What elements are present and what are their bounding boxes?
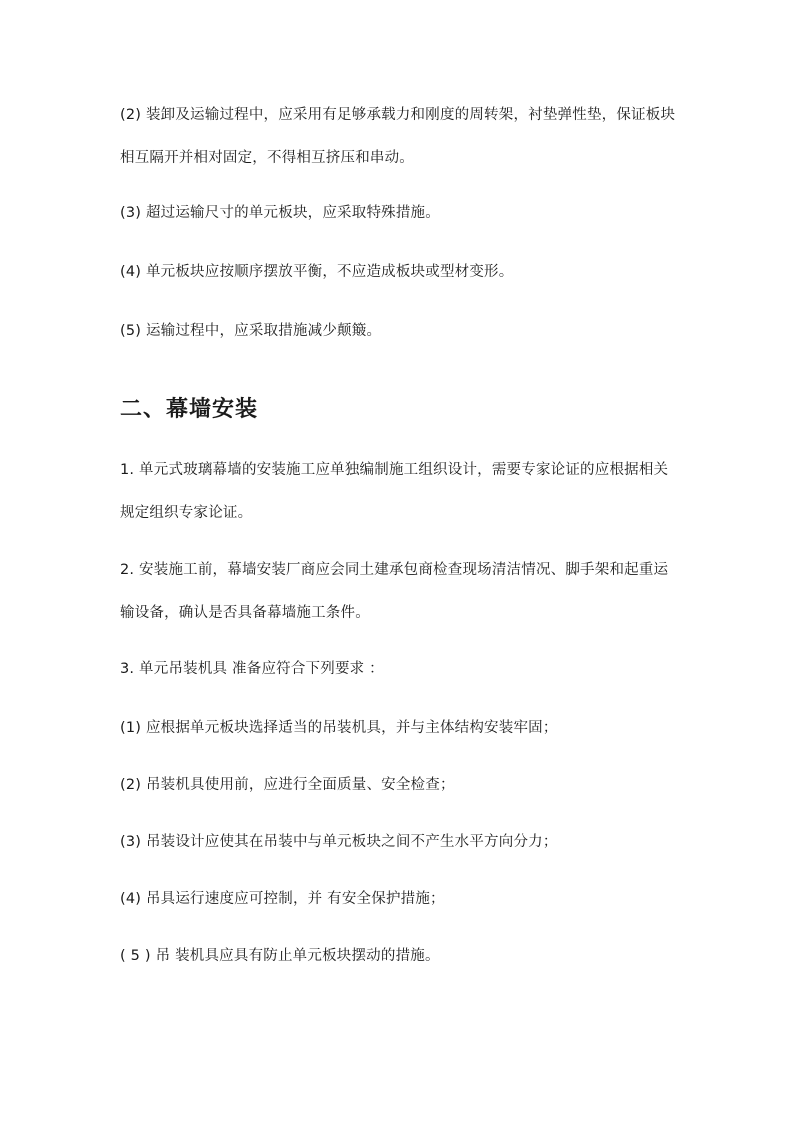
section-heading: 二、幕墙安装 [120,397,259,422]
install-item-1: 1. 单元式玻璃幕墙的安装施工应单独编制施工组织设计，需要专家论证的应根据相关规定组织专家论证。 [120,462,669,521]
transport-item-2: (2) 装卸及运输过程中，应采用有足够承载力和刚度的周转架，衬垫弹性垫，保证板块相互隔开并相对固定，不得相互挤压和串动。 [120,107,676,166]
transport-item-4: (4) 单元板块应按顺序摆放平衡，不应造成板块或型材变形。 [120,264,514,280]
lifting-item-5: ( 5 ) 吊 装机具应具有防止单元板块摆动的措施。 [120,948,440,964]
transport-item-5: (5) 运输过程中，应采取措施减少颠簸。 [120,323,382,339]
lifting-item-1: (1) 应根据单元板块选择适当的吊装机具，并与主体结构安装牢固； [120,720,558,736]
lifting-item-3: (3) 吊装设计应使其在吊装中与单元板块之间不产生水平方向分力； [120,834,558,850]
install-item-2: 2. 安装施工前，幕墙安装厂商应会同土建承包商检查现场清洁情况、脚手架和起重运输设备，确认是否具备幕墙施工条件。 [120,562,669,621]
transport-item-3: (3) 超过运输尺寸的单元板块，应采取特殊措施。 [120,205,440,221]
lifting-item-4: (4) 吊具运行速度应可控制，并 有安全保护措施； [120,891,445,907]
install-item-3: 3. 单元吊装机具 准备应符合下列要求 ： [120,661,384,677]
lifting-item-2: (2) 吊装机具使用前，应进行全面质量、安全检查； [120,777,455,793]
